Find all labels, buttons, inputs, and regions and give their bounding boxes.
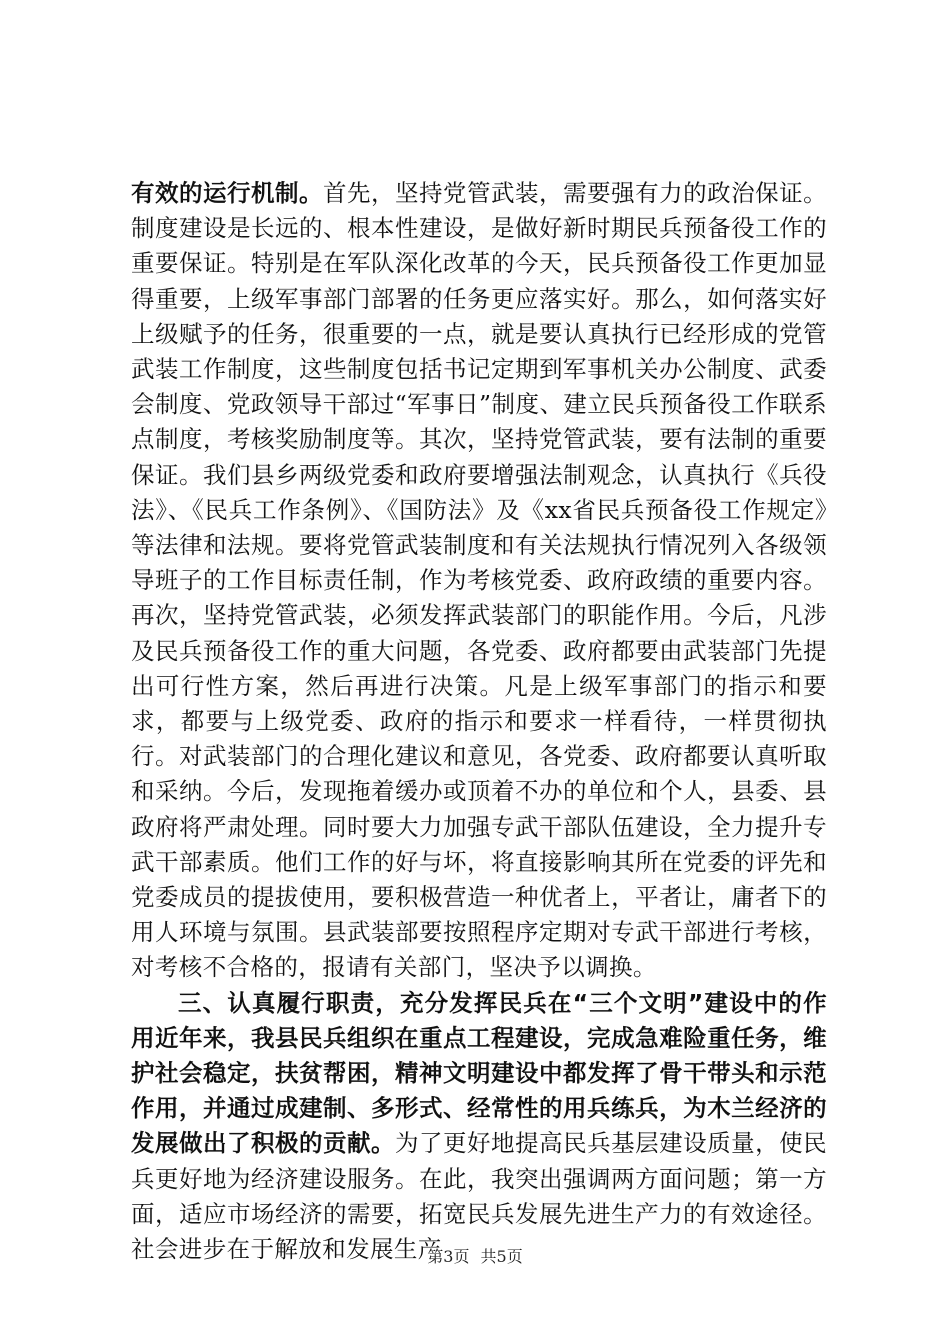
page-number: 第3页 [427,1247,470,1266]
page-footer [0,1244,950,1267]
paragraph-2 [131,986,827,1268]
page-total: 共5页 [480,1247,523,1266]
paragraph-1-text: 首先，坚持党管武装，需要强有力的政治保证。制度建设是长远的、根本性建设，是做好新时期民兵预备役工作的重要保证。特别是在军队深化改革的今天，民兵预备役工作更加显得重要，上级军事部门部署的任务更应落实好。那么，如何落实好上级赋予的任务，很重要的一点，就是要认真执行已经形成的党管武装工作制度，这些制度包括书记定期到军事机关办公制度、武委会制度、党政领导干部过“军事日”制度、建立民兵预备役工作联系点制度，考核奖励制度等。其次，坚持党管武装，要有法制的重要保证。我们县乡两级党委和政府要增强法制观念，认真执行《兵役法》、《民兵工作条例》、《国防法》及《xx省民兵预备役工作规定》等法律和法规。要将党管武装制度和有关法规执行情况列入各级领导班子的工作目标责任制，作为考核党委、政府政绩的重要内容。再次，坚持党管武装，必须发挥武装部门的职能作用。今后，凡涉及民兵预备役工作的重大问题，各党委、政府都要由武装部门先提出可行性方案，然后再进行决策。凡是上级军事部门的指示和要求，都要与上级党委、政府的指示和要求一样看待，一样贯彻执行。对武装部门的合理化建议和意见，各党委、政府都要认真听取和采纳。今后，发现拖着缓办或顶着不办的单位和个人，县委、县政府将严肃处理。同时要大力加强专武干部队伍建设，全力提升专武干部素质。他们工作的好与坏，将直接影响其所在党委的评先和党委成员的提拔使用，要积极营造一种优者上，平者让，庸者下的用人环境与氛围。县武装部要按照程序定期对专武干部进行考核，对考核不合格的，报请有关部门，坚决予以调换。 [131,179,827,982]
paragraph-1 [131,176,827,986]
paragraph-2-bold-lead: 三、认真履行职责，充分发挥民兵在“三个文明”建设中的作用近年来，我县民兵组织在重点工程建设，完成急难险重任务，维护社会稳定，扶贫帮困，精神文明建设中都发挥了骨干带头和示范作用，并通过成建制、多形式、经常性的用兵练兵，为木兰经济的发展做出了积极的贡献。 [131,988,827,1158]
paragraph-1-bold-lead: 有效的运行机制。 [131,179,324,207]
document-body [131,176,827,1267]
paragraph-2-text: 为了更好地提高民兵基层建设质量，使民兵更好地为经济建设服务。在此，我突出强调两方面问题；第一方面，适应市场经济的需要，拓宽民兵发展先进生产力的有效途径。社会进步在于解放和发展生产 [131,1129,828,1264]
